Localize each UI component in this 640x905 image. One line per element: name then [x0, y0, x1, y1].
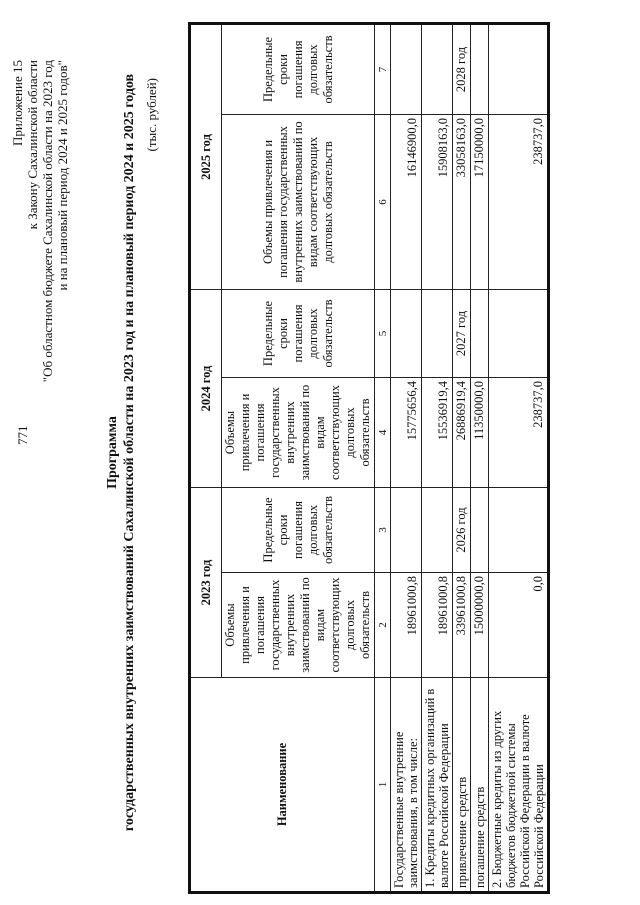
term-2025 — [489, 23, 549, 114]
row-name: 2. Бюджетные кредиты из других бюджетов бюджетной системы Российской Федерации в валюте Российской Федерации — [489, 678, 549, 893]
table-row — [391, 23, 422, 892]
column-number: 1 — [375, 678, 391, 893]
header-volume-2024: Объемы привлечения и погашения государственных внутренних заимствований по видам соответствующих долговых обязательств — [222, 377, 375, 487]
term-2024 — [489, 289, 549, 377]
column-number: 6 — [375, 114, 391, 289]
header-name: Наименование — [190, 678, 375, 893]
borrowing-program-table — [188, 22, 550, 894]
term-2023 — [489, 487, 549, 572]
appendix-line: и на плановый период 2024 и 2025 годов" — [55, 60, 70, 291]
table-row — [422, 23, 453, 892]
value-2023: 15000000,0 — [471, 573, 489, 678]
term-2023 — [391, 487, 422, 572]
appendix-header — [10, 60, 70, 382]
appendix-line: "Об областном бюджете Сахалинской области на 2023 год — [40, 60, 55, 383]
header-year-2025: 2025 год — [190, 23, 222, 289]
header-year-2023: 2023 год — [190, 487, 222, 677]
value-2023: 0,0 — [489, 573, 549, 678]
value-2024: 15536919,4 — [422, 377, 453, 487]
term-2024: 2027 год — [453, 289, 471, 377]
title-line: государственных внутренних заимствований Сахалинской области на 2023 год и на плановый период 2024 и 2025 годов — [122, 73, 137, 832]
document-title — [104, 40, 138, 865]
term-2024 — [471, 289, 489, 377]
row-name: погашение средств — [471, 678, 489, 893]
column-number: 5 — [375, 289, 391, 377]
row-name: 1. Кредиты кредитных организаций в валюте Российской Федерации — [422, 678, 453, 893]
header-term-2025: Предельные сроки погашения долговых обязательств — [222, 23, 375, 114]
header-year-2024: 2024 год — [190, 289, 222, 487]
term-2024 — [391, 289, 422, 377]
units-label: (тыс. рублей) — [144, 78, 159, 152]
term-2023: 2026 год — [453, 487, 471, 572]
term-2023 — [471, 487, 489, 572]
table-row — [453, 23, 471, 892]
row-name: Государственные внутренние заимствования, в том числе: — [391, 678, 422, 893]
term-2024 — [422, 289, 453, 377]
term-2025: 2028 год — [453, 23, 471, 114]
header-volume-2025: Объемы привлечения и погашения государственных внутренних заимствований по видам соответствующих долговых обязательств — [222, 114, 375, 289]
table-row — [471, 23, 489, 892]
column-number: 4 — [375, 377, 391, 487]
value-2023: 18961000,8 — [422, 573, 453, 678]
table-row — [489, 23, 549, 892]
term-2025 — [422, 23, 453, 114]
header-term-2023: Предельные сроки погашения долговых обязательств — [222, 487, 375, 572]
header-volume-2023: Объемы привлечения и погашения государственных внутренних заимствований по видам соответствующих долговых обязательств — [222, 573, 375, 678]
appendix-line: к Закону Сахалинской области — [25, 60, 40, 230]
column-number: 2 — [375, 573, 391, 678]
value-2024: 11350000,0 — [471, 377, 489, 487]
term-2023 — [422, 487, 453, 572]
value-2025: 16146900,0 — [391, 114, 422, 289]
term-2025 — [471, 23, 489, 114]
header-term-2024: Предельные сроки погашения долговых обязательств — [222, 289, 375, 377]
value-2025: 33058163,0 — [453, 114, 471, 289]
value-2024: 238737,0 — [489, 377, 549, 487]
value-2023: 33961000,8 — [453, 573, 471, 678]
row-name: привлечение средств — [453, 678, 471, 893]
value-2023: 18961000,8 — [391, 573, 422, 678]
value-2024: 15775656,4 — [391, 377, 422, 487]
value-2024: 26886919,4 — [453, 377, 471, 487]
page-number: 771 — [15, 425, 30, 445]
column-number: 7 — [375, 23, 391, 114]
title-line: Программа — [105, 416, 120, 489]
column-number-row — [375, 23, 391, 892]
appendix-line: Приложение 15 — [10, 60, 25, 147]
column-number: 3 — [375, 487, 391, 572]
value-2025: 17150000,0 — [471, 114, 489, 289]
value-2025: 238737,0 — [489, 114, 549, 289]
value-2025: 15908163,0 — [422, 114, 453, 289]
term-2025 — [391, 23, 422, 114]
